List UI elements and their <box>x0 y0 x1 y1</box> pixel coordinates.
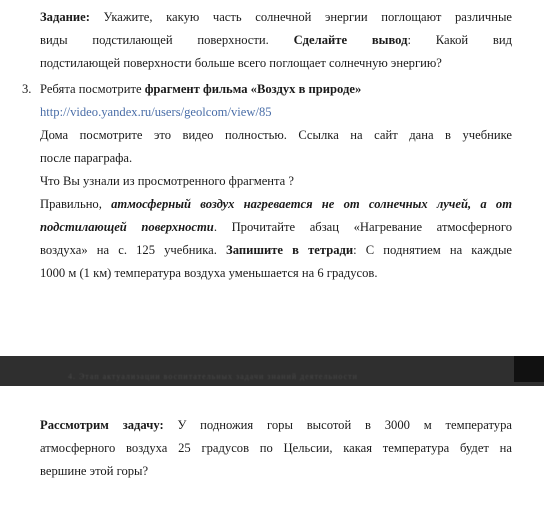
home-line-1: Дома посмотрите это видео полностью. Ссылка на сайт дана в учебнике <box>40 128 512 142</box>
problem-label: Рассмотрим задачу: <box>40 418 164 432</box>
item-3 <box>40 78 512 285</box>
problem-line-3: вершине этой горы? <box>40 464 149 478</box>
item-number: 3. <box>22 82 32 96</box>
task-label: Задание: <box>40 10 90 24</box>
conclusion-label: Сделайте вывод <box>293 33 408 47</box>
home-line-2: после параграфа. <box>40 151 133 165</box>
film-line: Ребята посмотрите фрагмент фильма «Воздух в природе» <box>40 82 362 96</box>
video-link[interactable]: http://video.yandex.ru/users/geolcom/view/85 <box>40 105 272 119</box>
task-line-3: подстилающей поверхности больше всего поглощает солнечную энергию? <box>40 56 442 70</box>
answer-line-3: воздуха» на с. 125 учебника. Запишите в тетради: С поднятием на каждые <box>40 243 512 257</box>
task-paragraph <box>40 6 512 75</box>
write-label: Запишите в тетради <box>226 243 354 257</box>
task-line-2: виды подстилающей поверхности. Сделайте вывод: Какой вид <box>40 33 512 47</box>
problem-line-2: атмосферного воздуха 25 градусов по Цельсии, какая температура будет на <box>40 441 512 455</box>
task-line-1: Задание: Укажите, какую часть солнечной энергии поглощают различные <box>40 10 512 24</box>
problem-paragraph <box>40 414 512 483</box>
dark-band-edge <box>514 356 544 382</box>
problem-line-1: Рассмотрим задачу: У подножия горы высотой в 3000 м температура <box>40 418 512 432</box>
answer-line-4: 1000 м (1 км) температура воздуха уменьшается на 6 градусов. <box>40 266 378 280</box>
film-label: фрагмент фильма «Воздух в природе» <box>144 82 362 96</box>
dark-band <box>0 356 544 386</box>
question-line: Что Вы узнали из просмотренного фрагмента ? <box>40 174 295 188</box>
answer-line-1: Правильно, атмосферный воздух нагревается не от солнечных лучей, а от <box>40 197 512 211</box>
band-text: 4. Этап актуализации воспитательных задачи знаний деятельности <box>68 372 358 381</box>
answer-line-2: подстилающей поверхности. Прочитайте абзац «Нагревание атмосферного <box>40 220 513 234</box>
